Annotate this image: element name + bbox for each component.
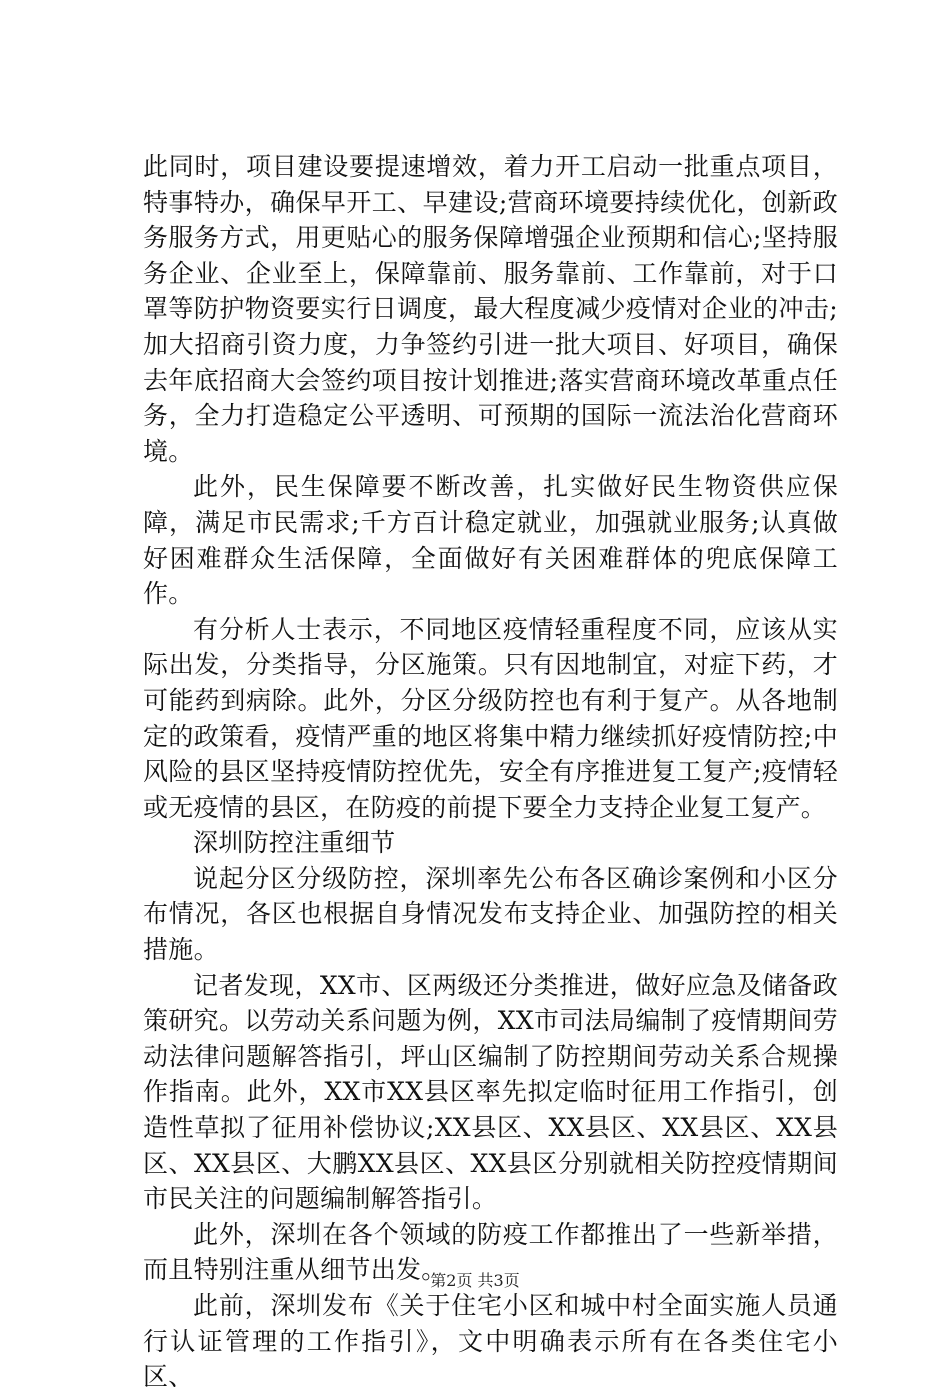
paragraph-2: 此外，民生保障要不断改善，扎实做好民生物资供应保障，满足市民需求;千方百计稳定就业，加强就业服务;认真做好困难群众生活保障，全面做好有关困难群体的兜底保障工作。 [143, 472, 838, 609]
section-heading: 深圳防控注重细节 [193, 828, 396, 858]
paragraph-4: 说起分区分级防控，深圳率先公布各区确诊案例和小区分布情况，各区也根据自身情况发布支持企业、加强防控的相关措施。 [143, 863, 838, 965]
paragraph-5: 记者发现，XX市、区两级还分类推进，做好应急及储备政策研究。以劳动关系问题为例，XX市司法局编制了疫情期间劳动法律问题解答指引，坪山区编制了防控期间劳动关系合规操作指南。此外，XX市XX县区率先拟定临时征用工作指引，创造性草拟了征用补偿协议;XX县区、XX县区、XX县区、XX县区、XX县区、大鹏XX县区、XX县区分别就相关防控疫情期间市民关注的问题编制解答指引。 [143, 970, 838, 1214]
paragraph-7: 此前，深圳发布《关于住宅小区和城中村全面实施人员通行认证管理的工作指引》，文中明确表示所有在各类住宅小区、 [143, 1291, 838, 1392]
paragraph-1: 此同时，项目建设要提速增效，着力开工启动一批重点项目，特事特办，确保早开工、早建设;营商环境要持续优化，创新政务服务方式，用更贴心的服务保障增强企业预期和信心;坚持服务企业、企业至上，保障靠前、服务靠前、工作靠前，对于口罩等防护物资要实行日调度，最大程度减少疫情对企业的冲击;加大招商引资力度，力争签约引进一批大项目、好项目，确保去年底招商大会签约项目按计划推进;落实营商环境改革重点任务，全力打造稳定公平透明、可预期的国际一流法治化营商环境。 [143, 152, 838, 466]
paragraph-3: 有分析人士表示，不同地区疫情轻重程度不同，应该从实际出发，分类指导，分区施策。只有因地制宜，对症下药，才可能药到病除。此外，分区分级防控也有利于复产。从各地制定的政策看，疫情严重的地区将集中精力继续抓好疫情防控;中风险的县区坚持疫情防控优先，安全有序推进复工复产;疫情轻或无疫情的县区，在防疫的前提下要全力支持企业复工复产。 [143, 614, 838, 822]
page-number-footer: 第2页 共3页 [430, 1271, 520, 1290]
document-body [143, 149, 838, 1395]
paragraph-6: 此外，深圳在各个领域的防疫工作都推出了一些新举措，而且特别注重从细节出发。 [143, 1219, 838, 1285]
